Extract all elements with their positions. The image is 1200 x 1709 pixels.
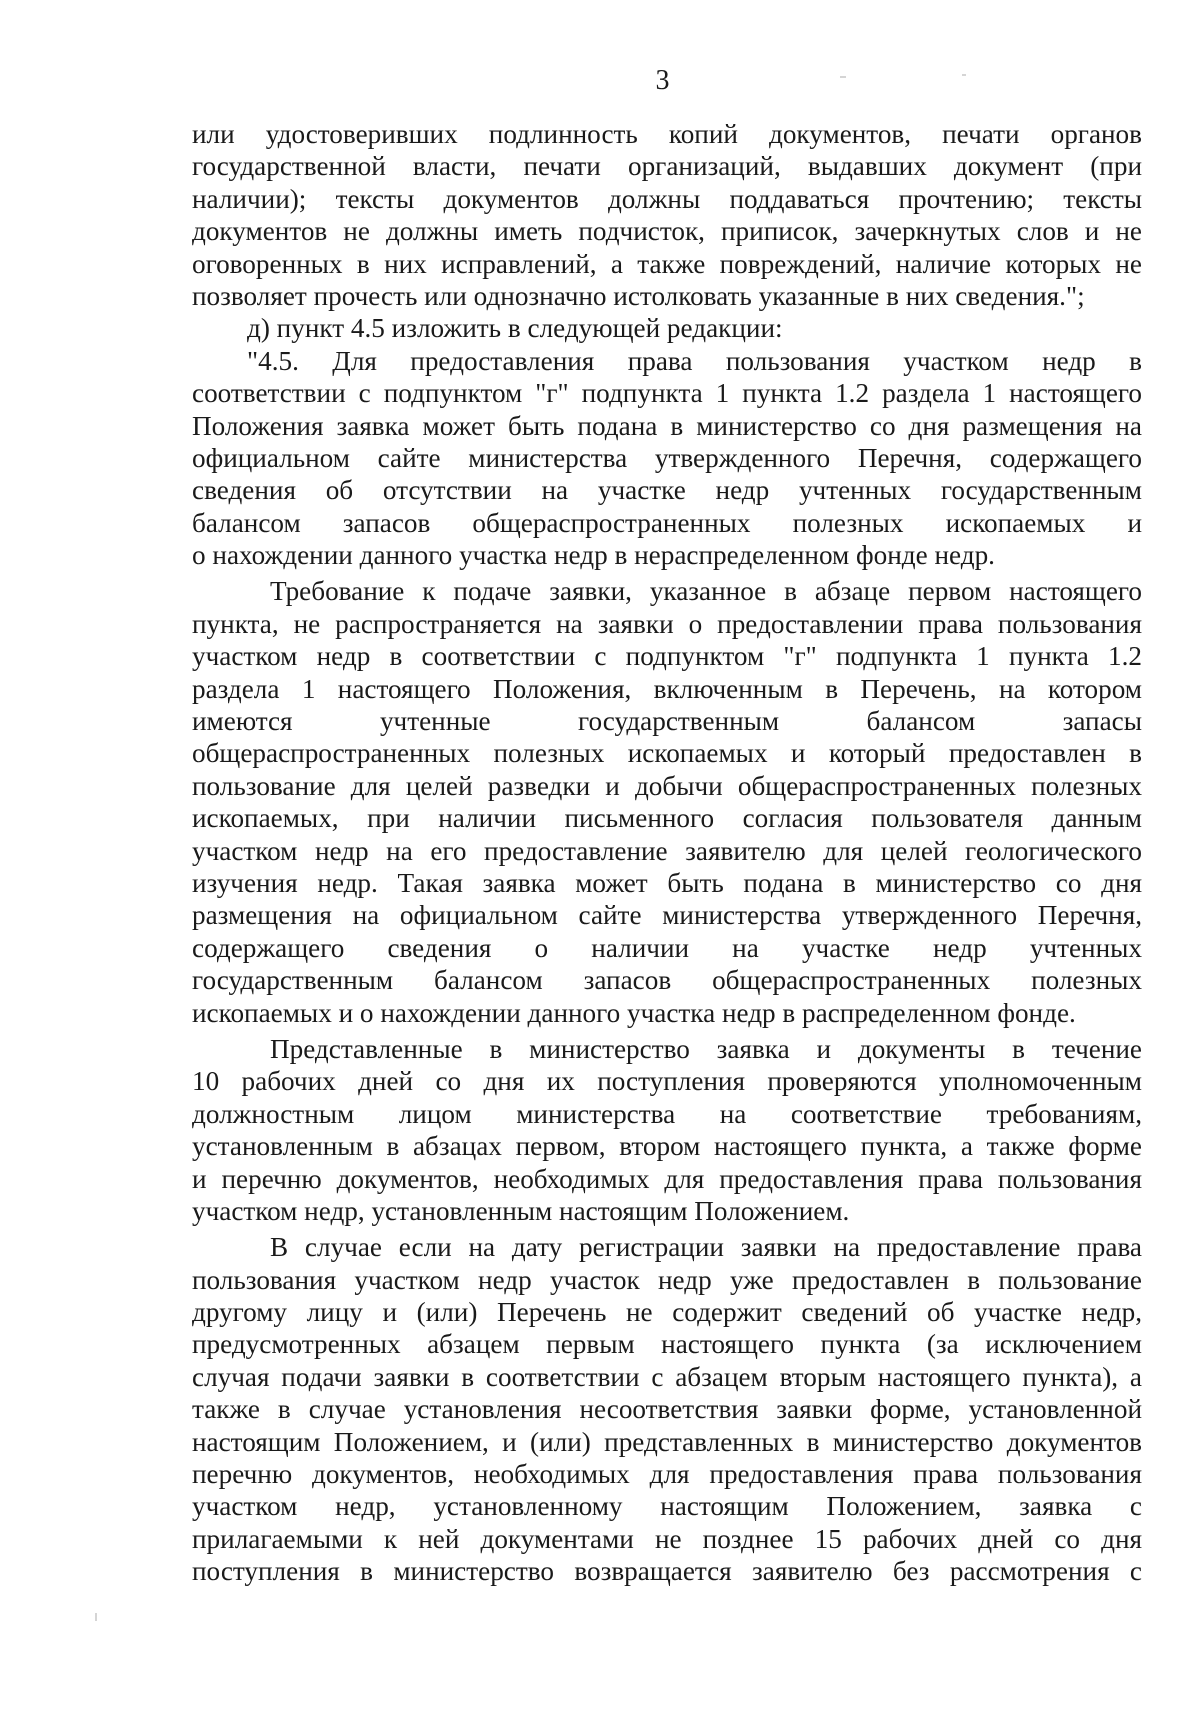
text-line: документов не должны иметь подчисток, приписок, зачеркнутых слов и не bbox=[192, 216, 1142, 247]
text-line: соответствии с подпунктом "г" подпункта 1 пункта 1.2 раздела 1 настоящего bbox=[192, 378, 1142, 409]
text-line: содержащего сведения о наличии на участке недр учтенных bbox=[192, 932, 1142, 963]
text-line: ископаемых и о нахождении данного участка недр в распределенном фонде. bbox=[192, 997, 1076, 1028]
text-line: должностным лицом министерства на соответствие требованиям, bbox=[192, 1098, 1142, 1129]
text-line: прилагаемыми к ней документами не позднее 15 рабочих дней со дня bbox=[192, 1523, 1142, 1554]
text-line: изучения недр. Такая заявка может быть подана в министерство со дня bbox=[192, 867, 1142, 898]
text-line: также в случае установления несоответствия заявки форме, установленной bbox=[192, 1394, 1142, 1425]
text-line: Представленные в министерство заявка и документы в течение bbox=[270, 1033, 1142, 1064]
text-line: участком недр, установленному настоящим Положением, заявка с bbox=[192, 1491, 1142, 1522]
text-line: общераспространенных полезных ископаемых и который предоставлен в bbox=[192, 738, 1142, 769]
scan-speck bbox=[962, 74, 966, 76]
text-line: предусмотренных абзацем первым настоящего пункта (за исключением bbox=[192, 1329, 1142, 1360]
text-line: случая подачи заявки в соответствии с абзацем вторым настоящего пункта), а bbox=[192, 1361, 1142, 1392]
text-line: оговоренных в них исправлений, а также повреждений, наличие которых не bbox=[192, 248, 1142, 279]
text-line: "4.5. Для предоставления права пользования участком недр в bbox=[247, 345, 1142, 376]
text-line: имеются учтенные государственным балансом запасы bbox=[192, 706, 1142, 737]
text-line: пользования участком недр участок недр уже предоставлен в пользование bbox=[192, 1264, 1142, 1295]
text-line: или удостоверивших подлинность копий документов, печати органов bbox=[192, 119, 1142, 149]
text-line: пользование для целей разведки и добычи общераспространенных полезных bbox=[192, 770, 1142, 801]
scan-speck bbox=[95, 1613, 97, 1621]
text-line: Требование к подаче заявки, указанное в абзаце первом настоящего bbox=[270, 576, 1142, 607]
text-line: официальном сайте министерства утвержденного Перечня, содержащего bbox=[192, 442, 1142, 473]
text-line: балансом запасов общераспространенных полезных ископаемых и bbox=[192, 507, 1142, 538]
text-line: другому лицу и (или) Перечень не содержит сведений об участке недр, bbox=[192, 1297, 1142, 1328]
text-line: ископаемых, при наличии письменного согласия пользователя данным bbox=[192, 803, 1142, 834]
text-line: позволяет прочесть или однозначно истолковать указанные в них сведения."; bbox=[192, 280, 1085, 311]
text-line: настоящим Положением, и (или) представленных в министерство документов bbox=[192, 1426, 1142, 1457]
document-body bbox=[192, 118, 1142, 1588]
text-line: д) пункт 4.5 изложить в следующей редакции: bbox=[247, 313, 783, 344]
text-line: Положения заявка может быть подана в министерство со дня размещения на bbox=[192, 410, 1142, 441]
text-line: участком недр на его предоставление заявителю для целей геологического bbox=[192, 835, 1142, 866]
text-line: государственным балансом запасов общераспространенных полезных bbox=[192, 965, 1142, 996]
text-line: пункта, не распространяется на заявки о предоставлении права пользования bbox=[192, 608, 1142, 639]
text-line: В случае если на дату регистрации заявки на предоставление права bbox=[270, 1232, 1142, 1263]
text-line: государственной власти, печати организаций, выдавших документ (при bbox=[192, 151, 1142, 182]
text-line: раздела 1 настоящего Положения, включенным в Перечень, на котором bbox=[192, 673, 1142, 704]
text-line: перечню документов, необходимых для предоставления права пользования bbox=[192, 1459, 1142, 1490]
page-number: 3 bbox=[655, 65, 670, 96]
text-line: наличии); тексты документов должны поддаваться прочтению; тексты bbox=[192, 183, 1142, 214]
text-line: 10 рабочих дней со дня их поступления проверяются уполномоченным bbox=[192, 1066, 1142, 1097]
text-line: участком недр в соответствии с подпунктом "г" подпункта 1 пункта 1.2 bbox=[192, 641, 1142, 672]
text-line: участком недр, установленным настоящим Положением. bbox=[192, 1195, 850, 1226]
text-line: о нахождении данного участка недр в нераспределенном фонде недр. bbox=[192, 540, 995, 571]
text-line: и перечню документов, необходимых для предоставления права пользования bbox=[192, 1163, 1142, 1194]
text-line: поступления в министерство возвращается заявителю без рассмотрения с bbox=[192, 1556, 1142, 1587]
scan-speck bbox=[840, 76, 846, 78]
text-line: сведения об отсутствии на участке недр учтенных государственным bbox=[192, 475, 1142, 506]
text-line: размещения на официальном сайте министерства утвержденного Перечня, bbox=[192, 900, 1142, 931]
text-line: установленным в абзацах первом, втором настоящего пункта, а также форме bbox=[192, 1131, 1142, 1162]
